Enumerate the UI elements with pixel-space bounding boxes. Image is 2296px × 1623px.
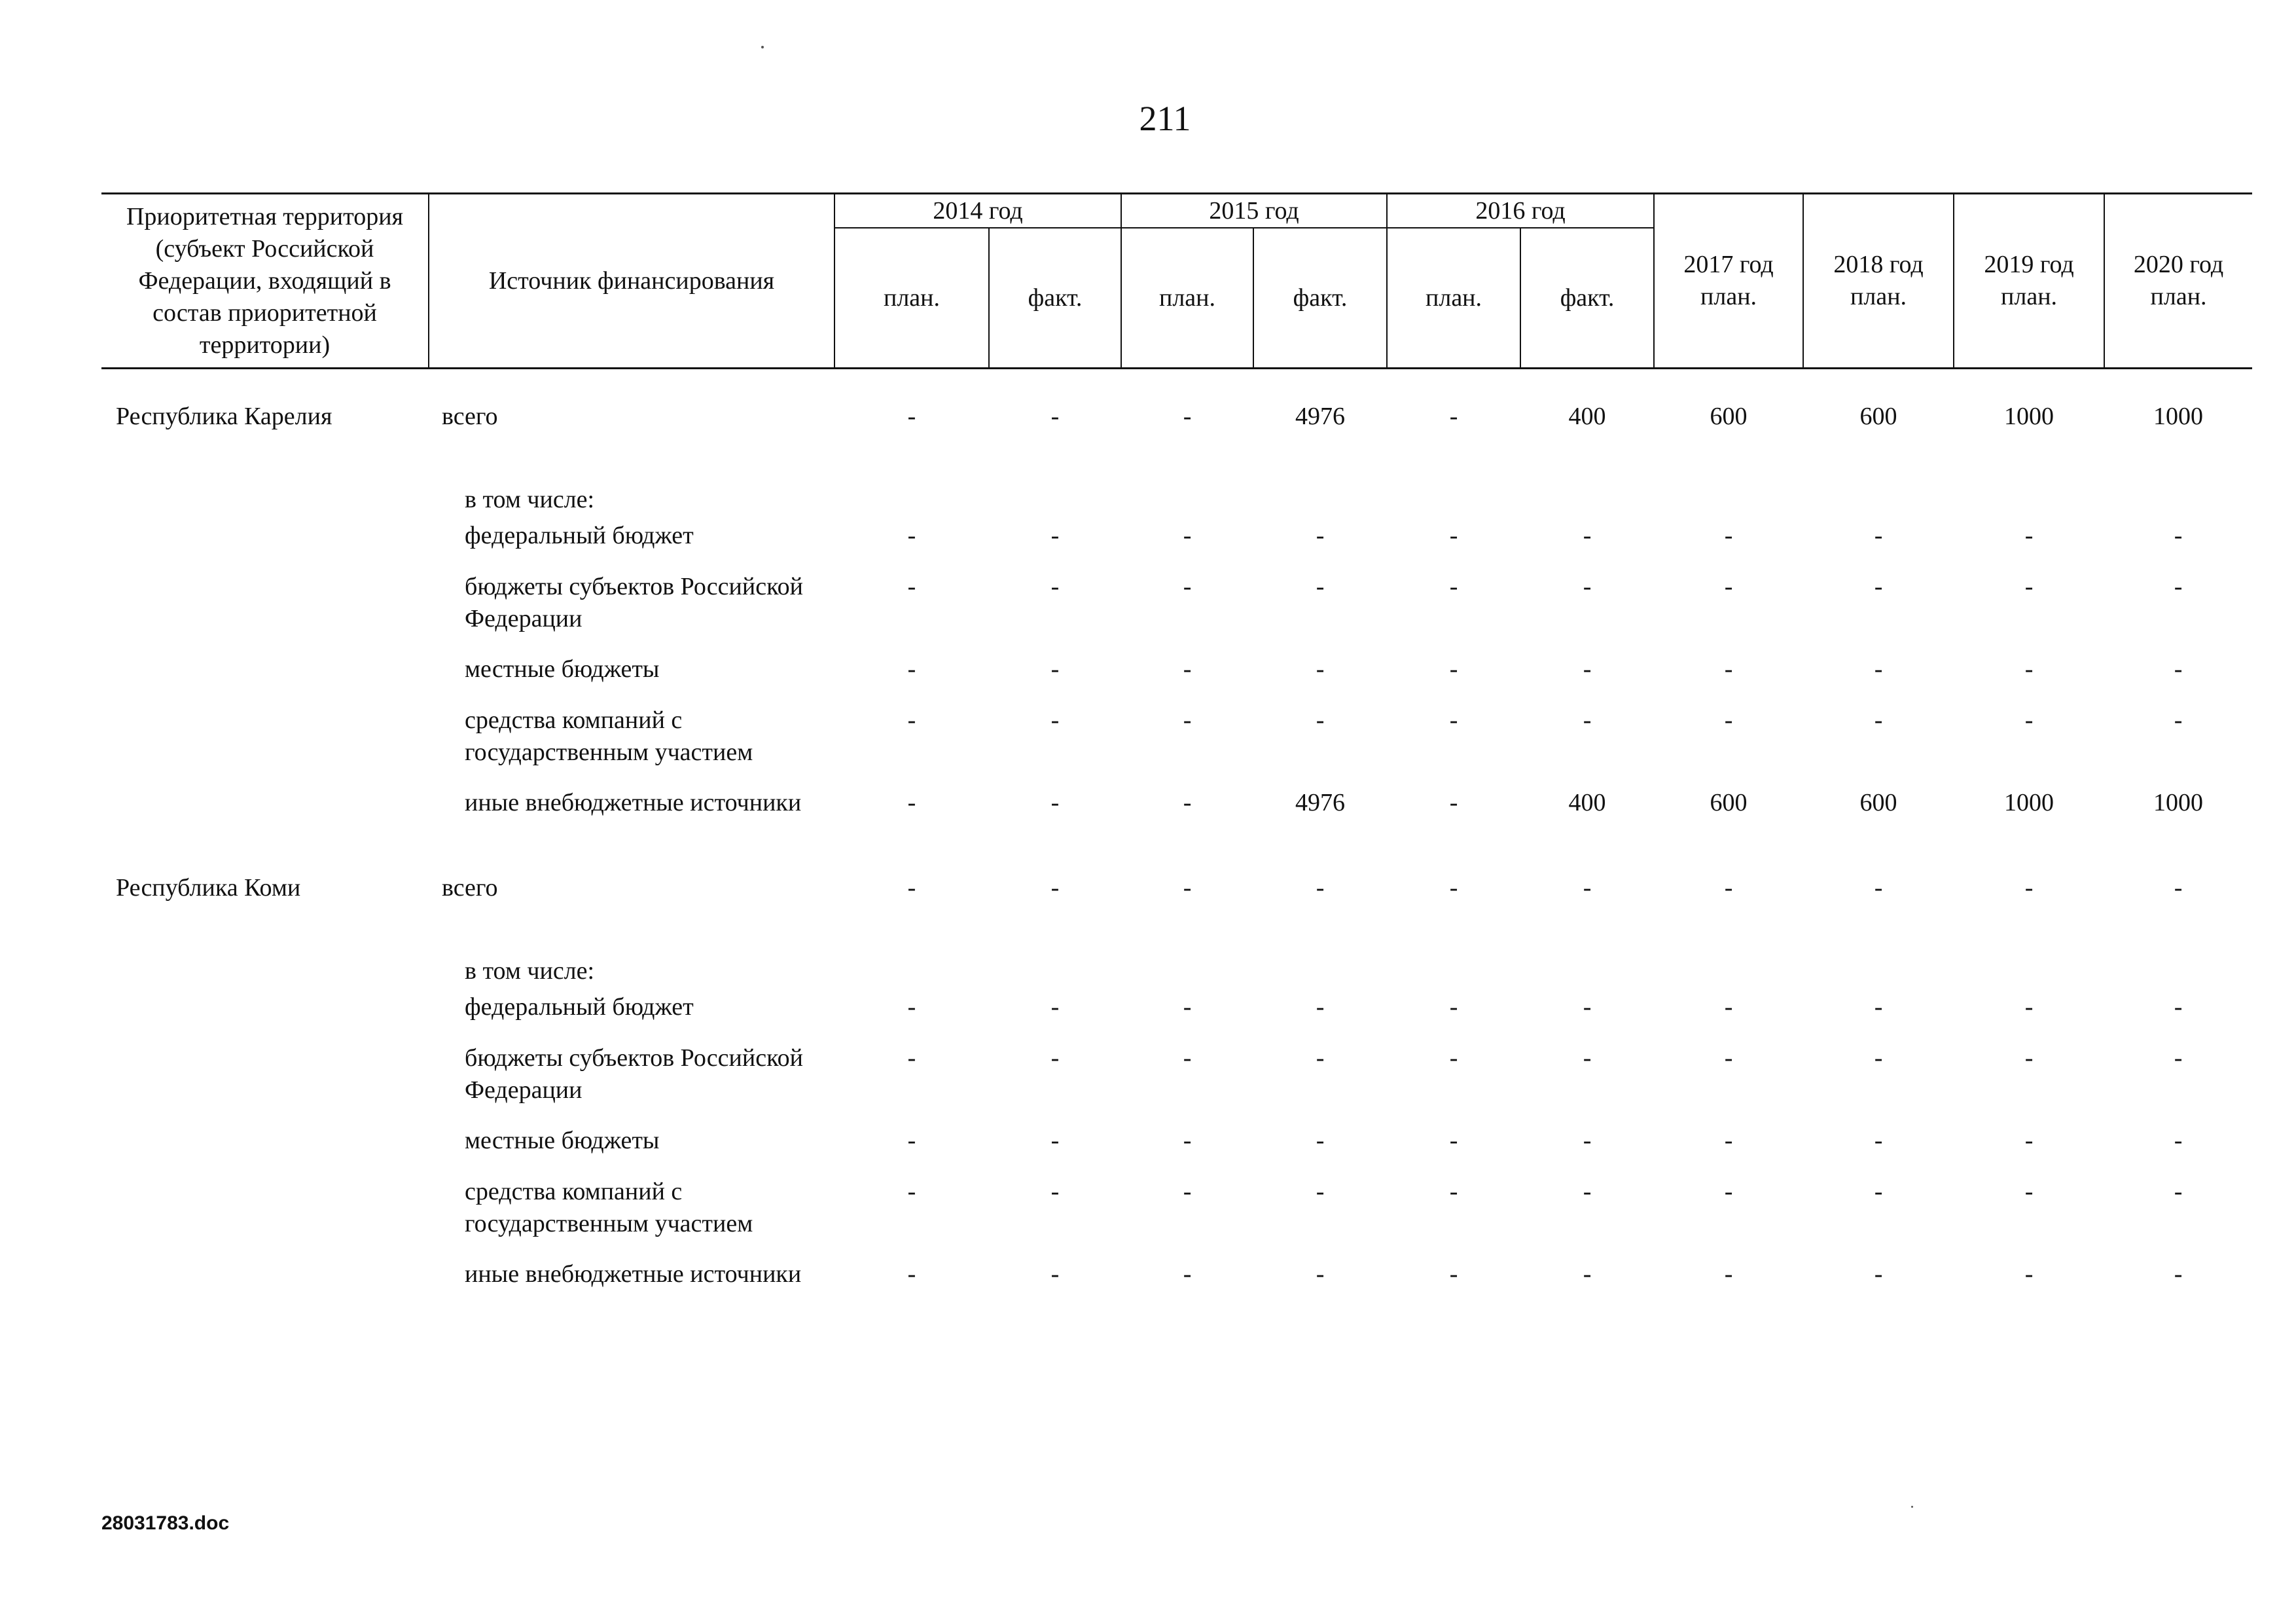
value-cell: -: [2174, 706, 2183, 734]
value-cell: -: [2024, 1044, 2034, 1072]
scan-speck: [761, 46, 764, 48]
empty-cell: [101, 469, 429, 516]
header-year-2018-label: 2018 год: [1833, 251, 1924, 278]
empty-cell: [989, 940, 1121, 987]
value-cell: -: [2024, 573, 2034, 600]
empty-cell: [1954, 940, 2104, 987]
table-header: [101, 194, 2252, 369]
header-year-2014: 2014 год: [834, 194, 1121, 228]
value-cell: -: [907, 522, 916, 549]
value-cell: -: [2024, 874, 2034, 902]
value-cell: -: [907, 403, 916, 430]
including-label: в том числе:: [465, 486, 595, 513]
value-cell: -: [1449, 573, 1458, 600]
value-cell: -: [1183, 1178, 1192, 1205]
value-cell: -: [1183, 522, 1192, 549]
value-cell: -: [2174, 1260, 2183, 1288]
table-row: [101, 1172, 2252, 1254]
value-cell: -: [1316, 1127, 1325, 1154]
empty-cell: [989, 469, 1121, 516]
value-cell: -: [1449, 403, 1458, 430]
empty-cell: [101, 649, 429, 701]
header-year-2020-label: 2020 год: [2133, 251, 2224, 278]
header-year-2016: 2016 год: [1387, 194, 1654, 228]
value-cell: -: [1050, 522, 1060, 549]
value-cell: -: [1449, 1127, 1458, 1154]
value-cell: -: [2024, 993, 2034, 1021]
empty-cell: [2104, 940, 2252, 987]
source-label: бюджеты субъектов Российской Федерации: [465, 1044, 803, 1104]
financing-table: [101, 192, 2252, 1337]
value-cell: -: [2174, 1127, 2183, 1154]
value-cell: -: [1183, 655, 1192, 683]
value-cell: -: [907, 874, 916, 902]
value-cell: -: [907, 789, 916, 816]
value-cell: -: [1316, 1260, 1325, 1288]
value-cell: -: [1724, 573, 1733, 600]
header-source: Источник финансирования: [429, 194, 834, 369]
value-cell: -: [1316, 706, 1325, 734]
value-cell: -: [1874, 874, 1883, 902]
empty-cell: [101, 701, 429, 783]
empty-cell: [1654, 940, 1803, 987]
value-cell: -: [1724, 655, 1733, 683]
header-2014-fact: факт.: [989, 228, 1121, 369]
value-cell: -: [1583, 1044, 1592, 1072]
value-cell: -: [907, 573, 916, 600]
source-total-label: всего: [442, 403, 498, 430]
value-cell: -: [1050, 1127, 1060, 1154]
value-cell: -: [2024, 655, 2034, 683]
value-cell: -: [1316, 993, 1325, 1021]
header-year-2019: [1954, 194, 2104, 369]
value-cell: -: [1050, 874, 1060, 902]
value-cell: -: [1724, 1178, 1733, 1205]
table-row: [101, 987, 2252, 1038]
value-cell: -: [1724, 1044, 1733, 1072]
value-cell: -: [1183, 1044, 1192, 1072]
value-cell: -: [1583, 706, 1592, 734]
value-cell: -: [1724, 874, 1733, 902]
empty-cell: [1253, 469, 1387, 516]
source-label: местные бюджеты: [465, 1127, 660, 1154]
table-row: [101, 783, 2252, 866]
value-cell: -: [1316, 1178, 1325, 1205]
header-plan-2018: план.: [1850, 283, 1907, 310]
header-year-2018: [1803, 194, 1954, 369]
source-label: средства компаний с государственным участием: [465, 1178, 753, 1237]
value-cell: -: [1583, 1127, 1592, 1154]
value-cell: -: [1724, 1127, 1733, 1154]
value-cell: 600: [1859, 789, 1897, 816]
header-year-2015: 2015 год: [1121, 194, 1387, 228]
territory-name: Республика Карелия: [116, 403, 332, 430]
value-cell: -: [1183, 993, 1192, 1021]
value-cell: -: [1874, 655, 1883, 683]
value-cell: -: [907, 655, 916, 683]
including-label: в том числе:: [465, 957, 595, 985]
empty-cell: [101, 1121, 429, 1172]
value-cell: 600: [1859, 403, 1897, 430]
value-cell: 600: [1710, 789, 1748, 816]
value-cell: 4976: [1295, 403, 1346, 430]
value-cell: -: [1316, 655, 1325, 683]
empty-cell: [101, 516, 429, 567]
source-label: федеральный бюджет: [465, 522, 694, 549]
value-cell: -: [2174, 573, 2183, 600]
table-row: [101, 1038, 2252, 1121]
value-cell: 1000: [2004, 789, 2054, 816]
value-cell: -: [907, 993, 916, 1021]
value-cell: -: [2174, 1178, 2183, 1205]
territory-name: Республика Коми: [116, 874, 301, 902]
table-row: [101, 940, 2252, 987]
header-year-2017-label: 2017 год: [1683, 251, 1774, 278]
value-cell: -: [1449, 655, 1458, 683]
header-territory: Приоритетная территория (субъект Российской Федерации, входящий в состав приоритетной территории): [101, 194, 429, 369]
empty-cell: [1803, 469, 1954, 516]
value-cell: -: [2174, 874, 2183, 902]
value-cell: -: [1583, 993, 1592, 1021]
page-number: 211: [1139, 99, 1191, 138]
value-cell: -: [1583, 874, 1592, 902]
empty-cell: [101, 1172, 429, 1254]
header-2016-plan: план.: [1387, 228, 1520, 369]
value-cell: -: [1316, 522, 1325, 549]
header-2015-fact: факт.: [1253, 228, 1387, 369]
empty-cell: [1520, 940, 1654, 987]
empty-cell: [2104, 469, 2252, 516]
value-cell: -: [2024, 1127, 2034, 1154]
value-cell: -: [1050, 573, 1060, 600]
value-cell: -: [2024, 1178, 2034, 1205]
empty-cell: [101, 567, 429, 649]
table-row: [101, 1121, 2252, 1172]
header-2016-fact: факт.: [1520, 228, 1654, 369]
value-cell: -: [1449, 706, 1458, 734]
source-label: бюджеты субъектов Российской Федерации: [465, 573, 803, 632]
value-cell: -: [2024, 1260, 2034, 1288]
empty-cell: [101, 1254, 429, 1337]
empty-cell: [1121, 940, 1253, 987]
header-plan-2019: план.: [2001, 283, 2058, 310]
value-cell: -: [1183, 403, 1192, 430]
value-cell: -: [2174, 655, 2183, 683]
source-label: иные внебюджетные источники: [465, 1260, 802, 1288]
empty-cell: [1253, 940, 1387, 987]
value-cell: -: [907, 706, 916, 734]
source-label: федеральный бюджет: [465, 993, 694, 1021]
value-cell: -: [1874, 573, 1883, 600]
table-row: [101, 866, 2252, 940]
value-cell: -: [1449, 522, 1458, 549]
value-cell: 400: [1568, 403, 1606, 430]
value-cell: -: [2024, 706, 2034, 734]
source-label: местные бюджеты: [465, 655, 660, 683]
value-cell: -: [1183, 573, 1192, 600]
empty-cell: [1387, 940, 1520, 987]
value-cell: -: [1724, 993, 1733, 1021]
empty-cell: [1654, 469, 1803, 516]
value-cell: 1000: [2004, 403, 2054, 430]
empty-cell: [101, 783, 429, 866]
source-total-label: всего: [442, 874, 498, 902]
value-cell: -: [1050, 1044, 1060, 1072]
header-2015-plan: план.: [1121, 228, 1253, 369]
empty-cell: [1121, 469, 1253, 516]
header-2014-plan: план.: [834, 228, 989, 369]
value-cell: -: [1050, 706, 1060, 734]
header-plan-2020: план.: [2150, 283, 2207, 310]
table-row: [101, 1254, 2252, 1337]
value-cell: -: [1724, 522, 1733, 549]
value-cell: -: [1050, 789, 1060, 816]
empty-cell: [101, 987, 429, 1038]
source-label: иные внебюджетные источники: [465, 789, 802, 816]
value-cell: -: [907, 1178, 916, 1205]
value-cell: -: [1183, 789, 1192, 816]
value-cell: -: [1583, 1178, 1592, 1205]
value-cell: -: [1316, 573, 1325, 600]
value-cell: -: [1449, 874, 1458, 902]
value-cell: -: [1583, 573, 1592, 600]
value-cell: 600: [1710, 403, 1748, 430]
value-cell: -: [907, 1260, 916, 1288]
value-cell: -: [1724, 1260, 1733, 1288]
value-cell: -: [1183, 1260, 1192, 1288]
header-year-2020: [2104, 194, 2252, 369]
value-cell: -: [2174, 1044, 2183, 1072]
value-cell: -: [1583, 522, 1592, 549]
value-cell: -: [1183, 1127, 1192, 1154]
value-cell: -: [1449, 1044, 1458, 1072]
value-cell: -: [1583, 1260, 1592, 1288]
table-body: [101, 369, 2252, 1338]
empty-cell: [1803, 940, 1954, 987]
table-row: [101, 701, 2252, 783]
value-cell: -: [2174, 993, 2183, 1021]
value-cell: 1000: [2153, 789, 2204, 816]
value-cell: -: [1874, 1178, 1883, 1205]
value-cell: -: [1724, 706, 1733, 734]
source-label: средства компаний с государственным участием: [465, 706, 753, 766]
value-cell: -: [1583, 655, 1592, 683]
value-cell: -: [1050, 1178, 1060, 1205]
value-cell: -: [1050, 655, 1060, 683]
value-cell: -: [1050, 993, 1060, 1021]
table-row: [101, 516, 2252, 567]
empty-cell: [834, 469, 989, 516]
empty-cell: [1520, 469, 1654, 516]
value-cell: -: [1449, 1260, 1458, 1288]
header-plan-2017: план.: [1700, 283, 1757, 310]
value-cell: -: [1449, 1178, 1458, 1205]
value-cell: -: [1050, 1260, 1060, 1288]
value-cell: -: [1874, 993, 1883, 1021]
empty-cell: [1387, 469, 1520, 516]
value-cell: -: [1874, 1260, 1883, 1288]
empty-cell: [101, 1038, 429, 1121]
value-cell: -: [1449, 789, 1458, 816]
value-cell: -: [1316, 874, 1325, 902]
value-cell: -: [2024, 522, 2034, 549]
value-cell: -: [1449, 993, 1458, 1021]
value-cell: 400: [1568, 789, 1606, 816]
value-cell: -: [907, 1044, 916, 1072]
empty-cell: [1954, 469, 2104, 516]
table-row: [101, 567, 2252, 649]
table-row: [101, 649, 2252, 701]
value-cell: -: [1316, 1044, 1325, 1072]
table-row: [101, 469, 2252, 516]
value-cell: -: [1874, 522, 1883, 549]
table-row: [101, 369, 2252, 469]
value-cell: 4976: [1295, 789, 1346, 816]
value-cell: -: [2174, 522, 2183, 549]
empty-cell: [834, 940, 989, 987]
value-cell: -: [1183, 706, 1192, 734]
header-year-2019-label: 2019 год: [1984, 251, 2074, 278]
value-cell: -: [1874, 706, 1883, 734]
value-cell: -: [1874, 1044, 1883, 1072]
value-cell: -: [1183, 874, 1192, 902]
scan-speck: [1911, 1506, 1913, 1508]
empty-cell: [101, 940, 429, 987]
value-cell: -: [907, 1127, 916, 1154]
value-cell: 1000: [2153, 403, 2204, 430]
value-cell: -: [1874, 1127, 1883, 1154]
header-year-2017: [1654, 194, 1803, 369]
value-cell: -: [1050, 403, 1060, 430]
footer-filename: 28031783.doc: [101, 1512, 230, 1534]
